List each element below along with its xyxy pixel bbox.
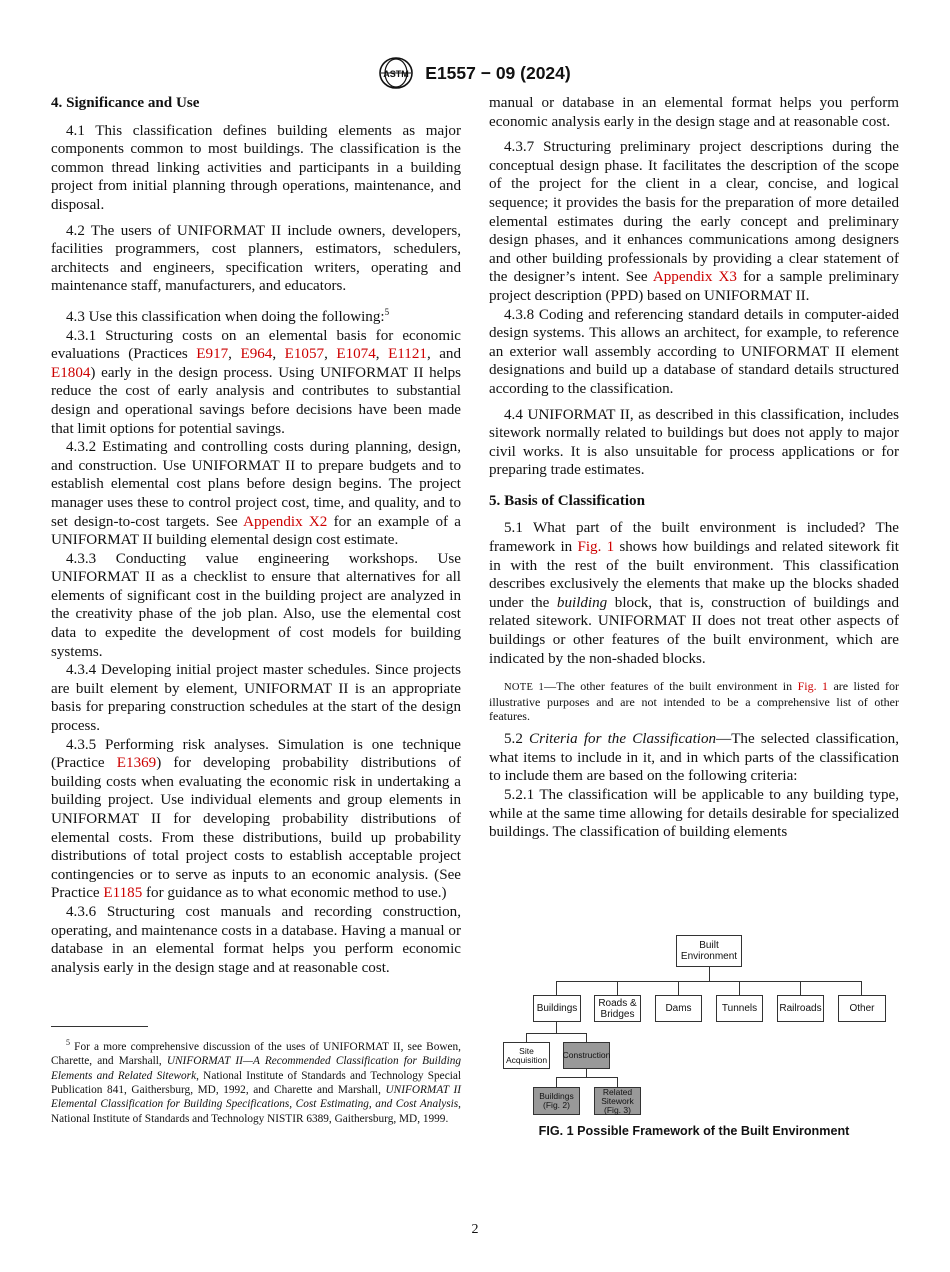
svg-text:ASTM: ASTM bbox=[383, 69, 410, 79]
link-e1057[interactable]: E1057 bbox=[284, 346, 325, 363]
link-e1074[interactable]: E1074 bbox=[336, 346, 376, 363]
node-tunnels: Tunnels bbox=[716, 995, 763, 1022]
para-4-1: 4.1 This classification defines building elements as major components common to most buildings. The classification is the common thread linking activities and participants in a building project from initial planning through operations, maintenance, and disposal. bbox=[51, 122, 461, 213]
para-4-3-4: 4.3.4 Developing initial project master schedules. Since projects are built element by element, UNIFORMAT II is an appropriate basis for preparing construction schedules at the start of the design process. bbox=[51, 662, 461, 735]
page-header bbox=[0, 56, 950, 90]
standard-designation: E1557 − 09 (2024) bbox=[425, 62, 571, 83]
para-4-3-6: 4.3.6 Structuring cost manuals and recording construction, operating, and maintenance costs in a database. Having a manual or database in an elemental format helps you perform economic analysis early in the design stage and at reasonable cost. bbox=[51, 903, 461, 976]
node-built-environment: Built Environment bbox=[676, 935, 742, 967]
node-other: Other bbox=[838, 995, 886, 1022]
figure-1-caption: FIG. 1 Possible Framework of the Built Environment bbox=[538, 1124, 850, 1138]
node-buildings: Buildings bbox=[533, 995, 581, 1022]
node-construction: Construction bbox=[563, 1042, 610, 1069]
para-4-3-1: 4.3.1 Structuring costs on an elemental basis for economic evaluations (Practices E917, E964, E1057, E1074, E1121, and E1804) early in the design process. Using UNIFORMAT II helps reduce the cost of early analysis and contributes to substantial design and operational savings before decisions have been made that limit options for potential savings. bbox=[51, 327, 462, 437]
link-appendix-x3[interactable]: Appendix X3 bbox=[652, 269, 737, 286]
para-4-3-8: 4.3.8 Coding and referencing standard details in computer-aided design systems. This allows an architect, for example, to reference an exterior wall assembly according to UNIFORMAT II element designations and build up a database of standard details structured according to the classification. bbox=[489, 306, 899, 397]
left-column bbox=[51, 94, 462, 976]
para-4-3-5: 4.3.5 Performing risk analyses. Simulation is one technique (Practice E1369) for developing probability distributions of building costs when evaluating the economic risk in undertaking a building project. Use individual elements and group elements in UNIFORMAT II for developing probability distributions of elemental costs. From these distributions, build up probability distributions of total project costs to establish acceptable project contingencies or to serve as inputs to an economic analysis. (See Practice E1185 for guidance as to what economic method to use.) bbox=[51, 736, 462, 902]
section-4-heading: 4. Significance and Use bbox=[51, 95, 200, 111]
right-column bbox=[489, 94, 899, 842]
para-5-2-1: 5.2.1 The classification will be applicable to any building type, while at the same time allowing for details desirable for specialized buildings. The classification of building elements bbox=[489, 787, 899, 841]
para-4-3-2: 4.3.2 Estimating and controlling costs during planning, design, and construction. Use UNIFORMAT II to prepare budgets and to establish elemental cost plans before design begins. The project manager uses these to control project cost, time, and quality, and to set design-to-cost targets. See Appendix X2 for an example of a UNIFORMAT II building elemental design cost estimate. bbox=[51, 439, 461, 549]
node-railroads: Railroads bbox=[777, 995, 824, 1022]
footnote-5: $^5$ For a more comprehensive discussion of the uses of UNIFORMAT II, see Bowen, Charette, and Marshall, UNIFORMAT II—A Recommended Classification for Building Elements and Related Sitework, National Institute of Standards and Technology Special Publication 841, Gaithersburg, MD, 1992, and Charette and Marshall, UNIFORMAT II Elemental Classification for Building Specifications, Cost Estimating, and Cost Analysis, National Institute of Standards and Technology NISTIR 6389, Gaithersburg, MD, 1999. bbox=[51, 1038, 462, 1125]
para-4-4: 4.4 UNIFORMAT II, as described in this classification, includes sitework normally related to buildings but does not apply to major civil works. It is also unsuitable for process applications or for preparing trade estimates. bbox=[489, 406, 899, 479]
link-appendix-x2[interactable]: Appendix X2 bbox=[243, 513, 328, 530]
link-e1804[interactable]: E1804 bbox=[51, 364, 91, 381]
link-e964[interactable]: E964 bbox=[240, 346, 273, 363]
para-4-3-3: 4.3.3 Conducting value engineering workshops. Use UNIFORMAT II as a checklist to ensure that alternatives for all elements of significant cost in the building project are analyzed in the creativity phase of the job plan. Also, use the elemental cost data to expedite the development of cost models for building systems. bbox=[51, 550, 461, 660]
section-5-heading: 5. Basis of Classification bbox=[489, 492, 645, 509]
para-4-3-7: 4.3.7 Structuring preliminary project descriptions during the conceptual design phase. It facilitates the description of the scope of the project for the client in a clear, concise, and logical sequence; it provides the basis for the preparation of more detailed elemental estimates during the early concept and preliminary design phases, and it enhances communications among designers and other building professionals by providing a clear statement of the designer’s intent. See Appendix X3 for a sample preliminary project description (PPD) based on UNIFORMAT II. bbox=[489, 139, 900, 304]
node-related-sitework: Related Sitework (Fig. 3) bbox=[594, 1087, 641, 1115]
para-5-1: 5.1 What part of the built environment is included? The framework in Fig. 1 shows how buildings and related sitework fit in with the rest of the built environment. This classification describes exclusively the elements that make up the blocks shaded under the building block, that is, construction of buildings and related sitework. UNIFORMAT II does not treat other aspects of buildings or other features of the built environment, which are indicated by the non-shaded blocks. bbox=[489, 520, 899, 667]
footnote-ref: 5 bbox=[384, 306, 390, 317]
node-site-acquisition: Site Acquisition bbox=[503, 1042, 550, 1069]
link-e1121[interactable]: E1121 bbox=[388, 346, 427, 363]
page-number: 2 bbox=[471, 1222, 479, 1237]
node-roads-bridges: Roads & Bridges bbox=[594, 995, 641, 1022]
node-dams: Dams bbox=[655, 995, 702, 1022]
para-4-3-6-continued: manual or database in an elemental format helps you perform economic analysis early in the design stage and at reasonable cost. bbox=[489, 95, 899, 130]
note-1: NOTE 1—The other features of the built environment in Fig. 1 are listed for illustrative purposes and are not intended to be a comprehensive list of other features. bbox=[489, 679, 899, 724]
para-4-2: 4.2 The users of UNIFORMAT II include owners, developers, facilities programmers, cost planners, estimators, schedulers, architects and engineers, specification writers, operating and maintenance staff, manufacturers, and educators. bbox=[51, 222, 461, 295]
astm-logo-icon bbox=[379, 56, 413, 90]
para-5-2: 5.2 Criteria for the Classification—The selected classification, what items to include in it, and in which parts of the classification to include them are based on the following criteria: bbox=[489, 731, 899, 785]
figure-1-diagram bbox=[500, 930, 900, 1120]
footnote-rule bbox=[51, 1026, 148, 1027]
link-e1185[interactable]: E1185 bbox=[103, 885, 143, 902]
node-buildings-fig2: Buildings (Fig. 2) bbox=[533, 1087, 580, 1115]
link-fig-1-note[interactable]: Fig. 1 bbox=[797, 679, 829, 694]
para-4-3: 4.3 Use this classification when doing the following:$^5$ bbox=[66, 306, 390, 325]
link-fig-1[interactable]: Fig. 1 bbox=[577, 539, 615, 556]
link-e1369[interactable]: E1369 bbox=[116, 755, 157, 772]
link-e917[interactable]: E917 bbox=[196, 346, 229, 363]
